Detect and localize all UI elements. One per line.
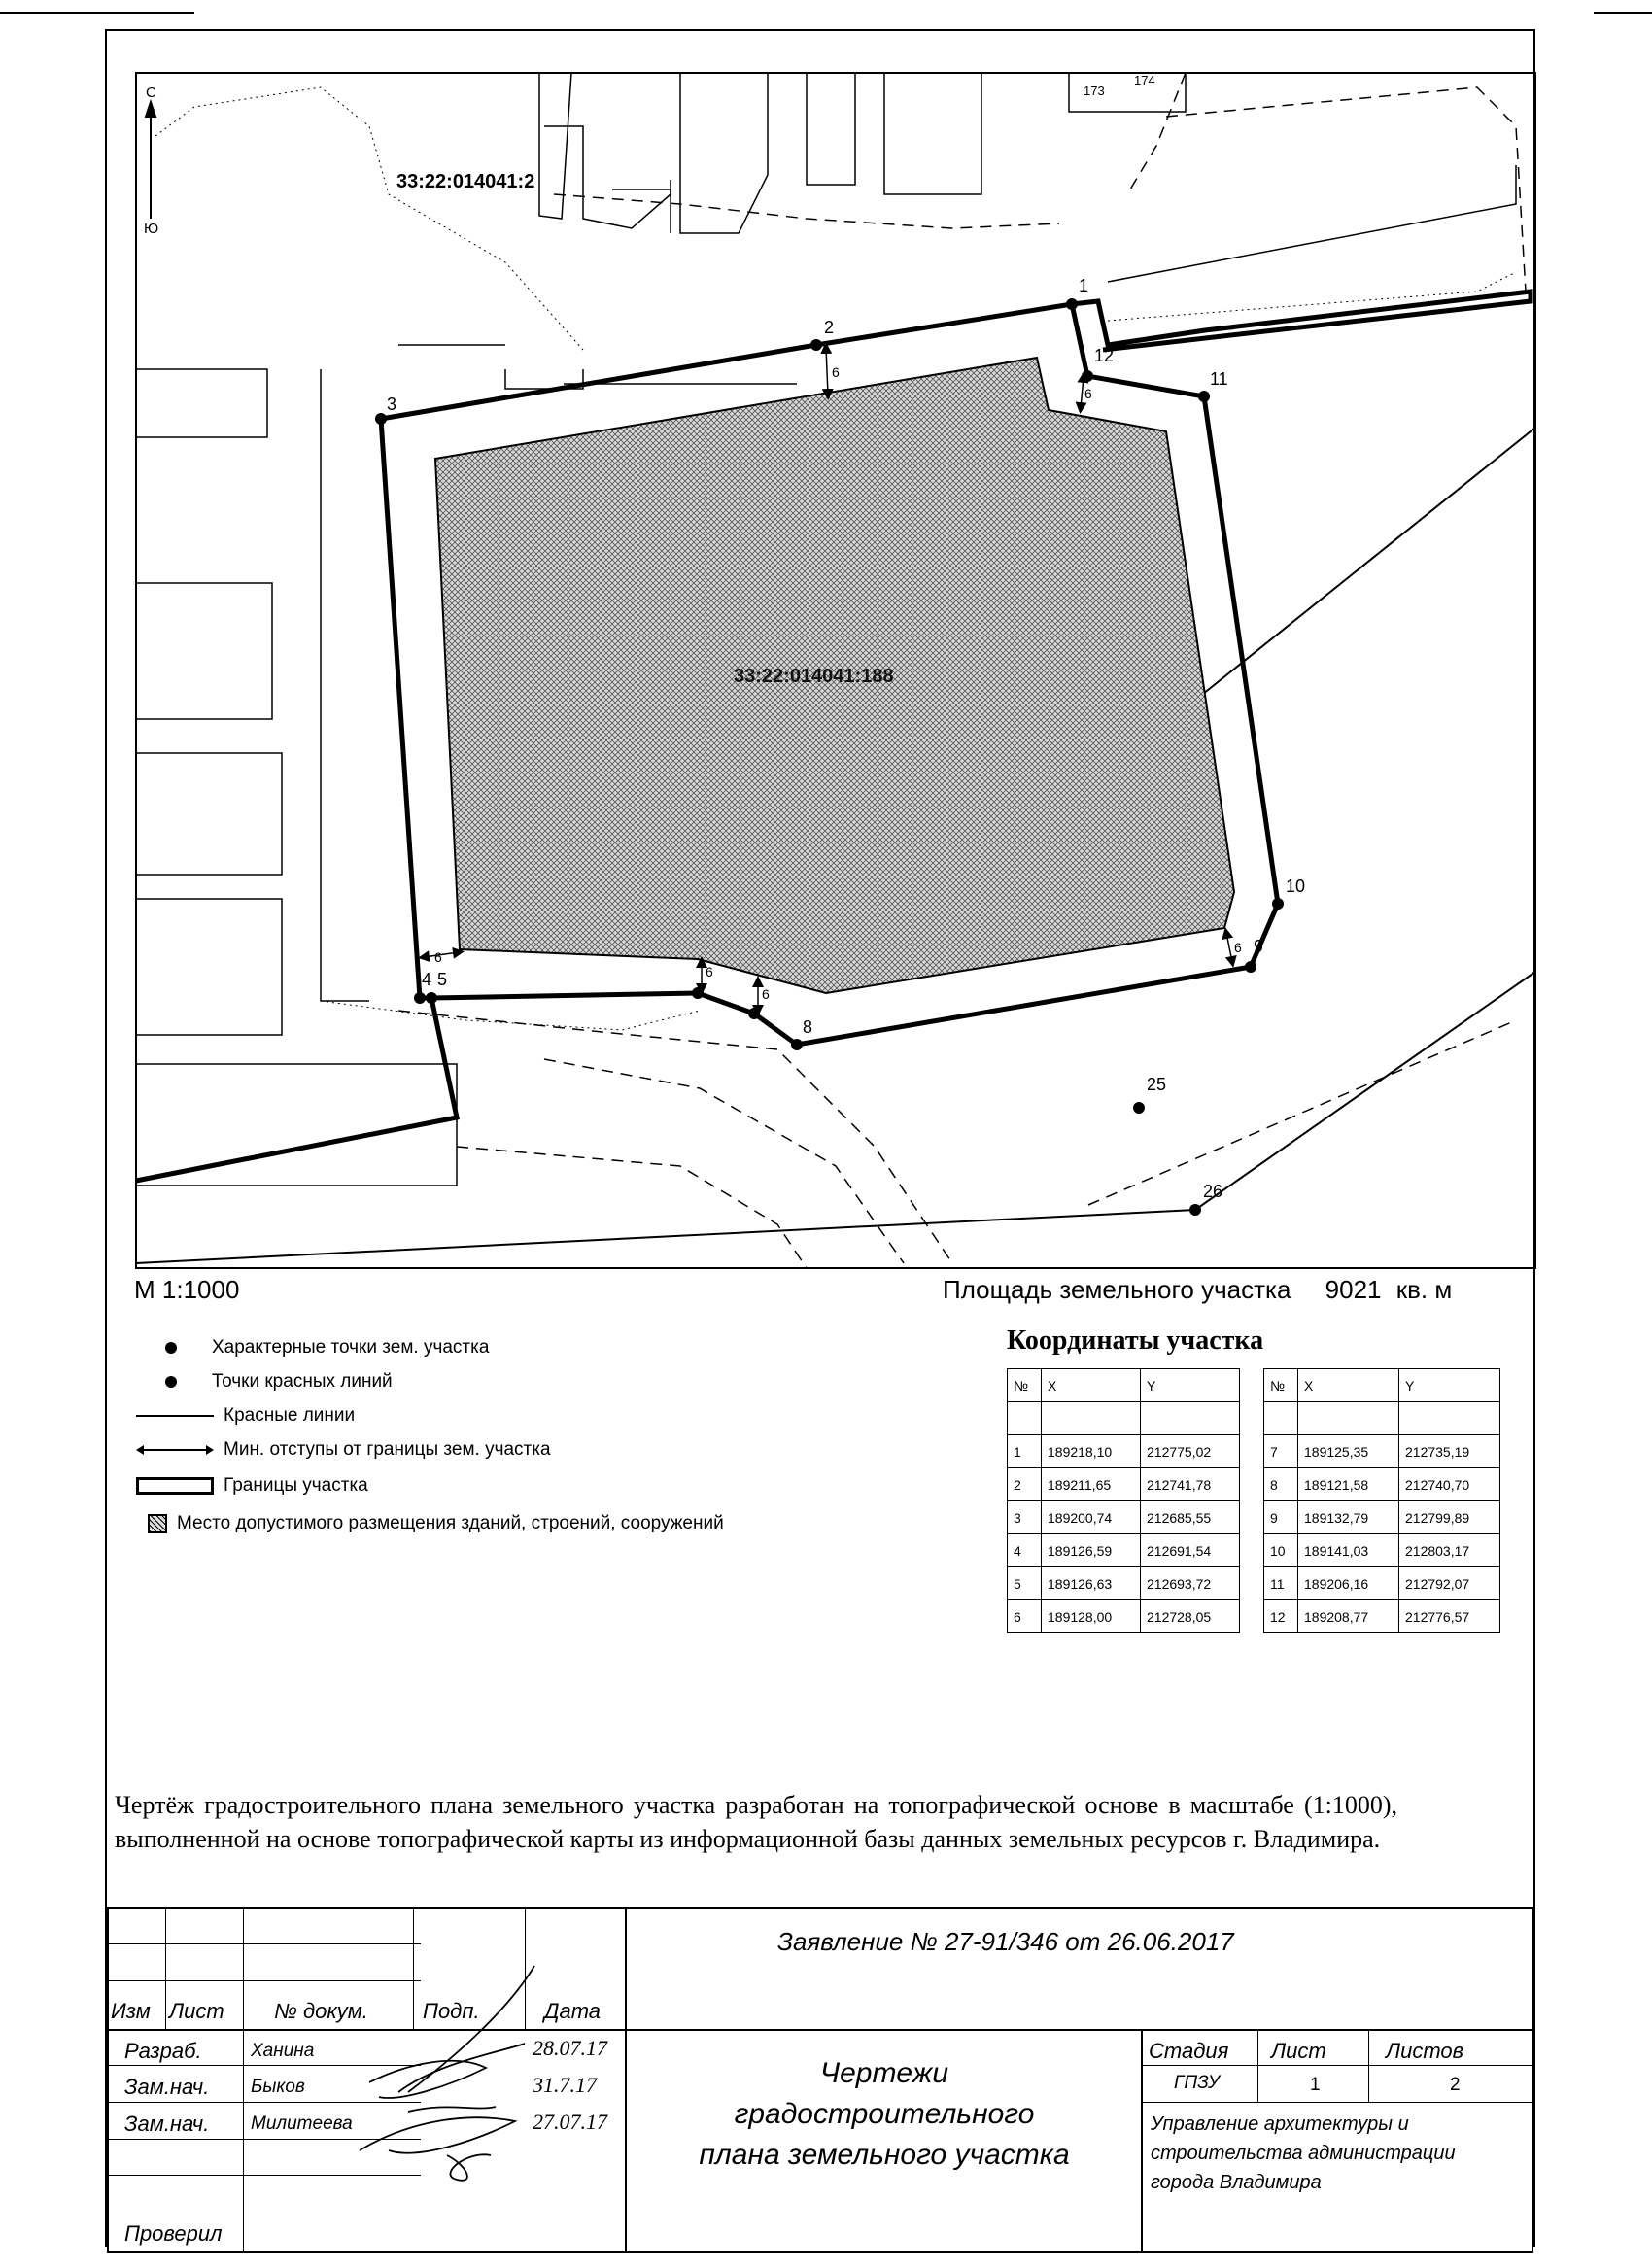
table-row: 3 189200,74 212685,55: [1008, 1501, 1240, 1534]
signatures: [330, 1956, 632, 2189]
area-value: 9021: [1325, 1275, 1382, 1304]
svg-text:3: 3: [387, 395, 397, 414]
row2-role: Зам.нач.: [124, 2075, 210, 2099]
scale-label: М 1:1000: [134, 1275, 240, 1304]
row2-date: 31.7.17: [533, 2073, 597, 2097]
drawing-title: Чертежи градостроительного плана земельного участка: [699, 2057, 1070, 2171]
legend-item-boundary: Границы участка: [136, 1475, 368, 1496]
head-date: Дата: [544, 1999, 602, 2023]
building-174: 174: [1134, 73, 1155, 87]
svg-text:6: 6: [1084, 386, 1092, 401]
title-block: [107, 1907, 1533, 2253]
coords-table-right: [1263, 1368, 1500, 1633]
row1-role: Разраб.: [124, 2039, 202, 2063]
table-row: 1 189218,10 212775,02: [1008, 1435, 1240, 1468]
svg-text:6: 6: [762, 986, 770, 1002]
coords-title: Координаты участка: [1007, 1325, 1264, 1356]
application-label: Заявление № 27-91/346 от 26.06.2017: [777, 1927, 1234, 1956]
table-header-row: № X Y: [1008, 1369, 1240, 1402]
svg-text:26: 26: [1203, 1182, 1223, 1201]
stage-value: ГПЗУ: [1174, 2073, 1221, 2093]
sheet-value: 1: [1310, 2075, 1321, 2095]
north-label: С: [146, 85, 156, 101]
svg-text:6: 6: [434, 949, 442, 965]
row1-name: Ханина: [251, 2041, 315, 2061]
table-row: 6 189128,00 212728,05: [1008, 1600, 1240, 1633]
head-doc: № докум.: [274, 1999, 368, 2023]
legend-item-red-lines: Красные линии: [136, 1405, 355, 1426]
table-row: 2 189211,65 212741,78: [1008, 1468, 1240, 1501]
row3-date: 27.07.17: [533, 2110, 607, 2134]
svg-text:10: 10: [1286, 876, 1306, 896]
south-label: Ю: [144, 221, 159, 237]
svg-text:6: 6: [706, 964, 713, 979]
area-unit: кв. м: [1395, 1275, 1453, 1304]
area-label: Площадь земельного участка: [943, 1275, 1291, 1304]
svg-text:6: 6: [832, 364, 840, 380]
legend-item-characteristic-points: Характерные точки зем. участка: [136, 1337, 489, 1358]
neighbor-parcel-label: 33:22:014041:2: [396, 171, 535, 192]
area-line: [943, 1275, 1452, 1305]
table-row: 7 189125,35 212735,19: [1264, 1435, 1500, 1468]
head-podp: Подп.: [423, 1999, 480, 2023]
sheets-label: Листов: [1386, 2039, 1464, 2063]
stage-label: Стадия: [1149, 2039, 1229, 2063]
table-row: 12 189208,77 212776,57: [1264, 1600, 1500, 1633]
row1-date: 28.07.17: [533, 2036, 607, 2060]
head-list: Лист: [169, 1999, 224, 2023]
main-parcel-label: 33:22:014041:188: [734, 666, 894, 687]
sheet-label: Лист: [1271, 2039, 1326, 2063]
legend-item-red-line-points: Точки красных линий: [136, 1371, 393, 1392]
svg-text:1: 1: [1079, 276, 1089, 295]
table-row: 9 189132,79 212799,89: [1264, 1501, 1500, 1534]
row3-role: Зам.нач.: [124, 2112, 210, 2136]
table-row: 10 189141,03 212803,17: [1264, 1534, 1500, 1567]
svg-text:2: 2: [824, 318, 835, 337]
building-173: 173: [1084, 84, 1105, 98]
table-row: 5 189126,63 212693,72: [1008, 1567, 1240, 1600]
svg-text:5: 5: [437, 970, 448, 989]
organization: Управление архитектуры и строительства администрации города Владимира: [1151, 2113, 1456, 2193]
table-spacer-row: [1008, 1402, 1240, 1435]
coords-table-left: [1007, 1368, 1240, 1633]
row2-name: Быков: [251, 2077, 305, 2097]
row4-role: Проверил: [124, 2221, 223, 2246]
head-izm: Изм: [111, 1999, 151, 2023]
table-row: 8 189121,58 212740,70: [1264, 1468, 1500, 1501]
svg-text:11: 11: [1210, 369, 1228, 389]
table-row: 4 189126,59 212691,54: [1008, 1534, 1240, 1567]
table-spacer-row: [1264, 1402, 1500, 1435]
north-arrow: [146, 102, 155, 219]
row3-name: Милитеева: [251, 2113, 353, 2134]
svg-text:9: 9: [1254, 937, 1264, 956]
drawing-note: Чертёж градостроительного плана земельного участка разработан на топографической основе в масштабе (1:1000), выполненной на основе топографической карты из информационной базы данных земельных ресурсов г. Владимира.: [115, 1791, 1397, 1853]
svg-text:8: 8: [803, 1017, 813, 1037]
sheets-value: 2: [1450, 2075, 1461, 2095]
legend-item-setbacks: Мин. отступы от границы зем. участка: [136, 1439, 551, 1460]
svg-text:12: 12: [1094, 346, 1115, 365]
table-header-row: № X Y: [1264, 1369, 1500, 1402]
svg-text:4: 4: [422, 970, 432, 989]
svg-text:6: 6: [1234, 940, 1242, 955]
svg-text:25: 25: [1147, 1075, 1167, 1094]
legend-item-build-zone: Место допустимого размещения зданий, строений, сооружений: [148, 1513, 724, 1534]
table-row: 11 189206,16 212792,07: [1264, 1567, 1500, 1600]
